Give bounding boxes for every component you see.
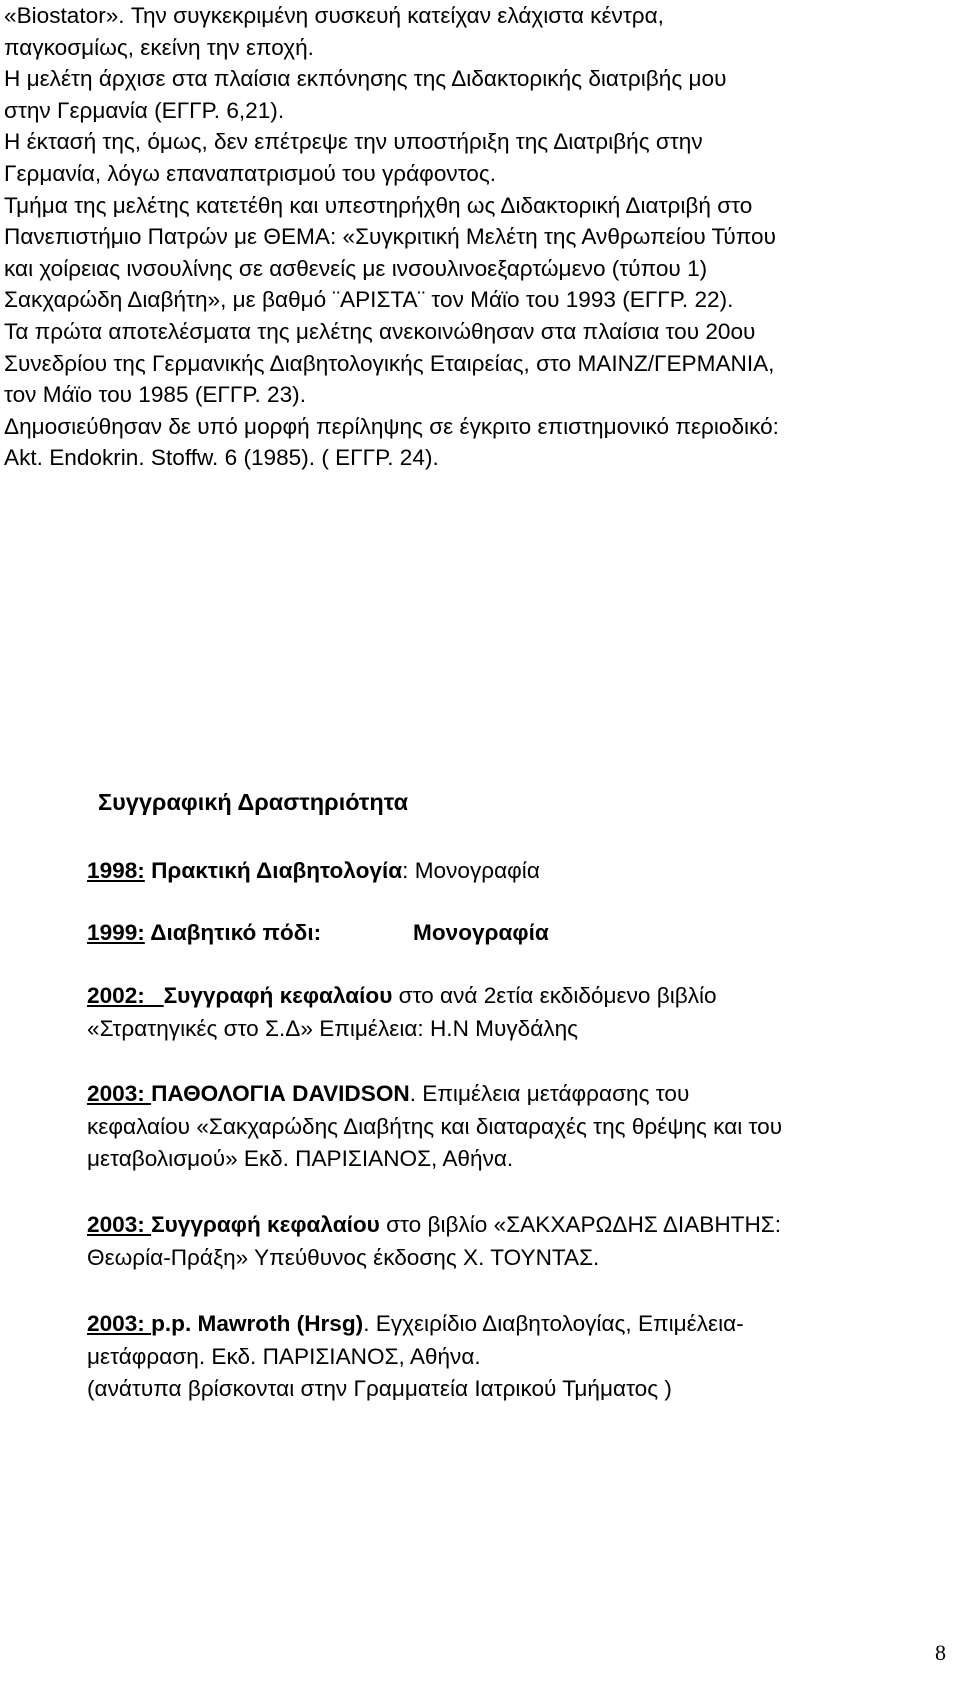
entry-title: Πρακτική Διαβητολογία bbox=[144, 858, 403, 883]
entry-text-line: «Στρατηγικές στο Σ.Δ» Επιμέλεια: Η.Ν Μυγδάλης bbox=[87, 1015, 579, 1041]
intro-line: τον Μάϊο του 1985 (ΕΓΓΡ. 23). bbox=[4, 382, 306, 408]
intro-line: παγκοσμίως, εκείνη την εποχή. bbox=[4, 34, 314, 60]
entry-title: Συγγραφή κεφαλαίου bbox=[151, 1212, 380, 1237]
entry-text: : Μονογραφία bbox=[402, 858, 540, 883]
intro-line: Η μελέτη άρχισε στα πλαίσια εκπόνησης της Διδακτορικής διατριβής μου bbox=[4, 66, 727, 92]
entry-text: στο βιβλίο «ΣΑΚΧΑΡΩΔΗΣ ΔΙΑΒΗΤΗΣ: bbox=[379, 1212, 782, 1237]
entry-year: 1998: bbox=[87, 858, 145, 883]
entry-title: Διαβητικό πόδι: bbox=[144, 920, 322, 945]
intro-line: «Biostator». Την συγκεκριμένη συσκευή κατείχαν ελάχιστα κέντρα, bbox=[4, 3, 664, 28]
entry-text-line: μετάφραση. Εκδ. ΠΑΡΙΣΙΑΝΟΣ, Αθήνα. bbox=[87, 1343, 481, 1369]
entry-2003-chapter bbox=[87, 1209, 781, 1274]
entry-year: 2003: bbox=[87, 1212, 152, 1237]
entry-year: 2002: bbox=[87, 983, 164, 1008]
intro-line: Συνεδρίου της Γερμανικής Διαβητολογικής Εταιρείας, στο ΜΑΙΝΖ/ΓΕΡΜΑΝΙΑ, bbox=[4, 350, 775, 376]
intro-paragraphs bbox=[4, 0, 954, 474]
intro-line: Δημοσιεύθησαν δε υπό μορφή περίληψης σε έγκριτο επιστημονικό περιοδικό: bbox=[4, 413, 779, 439]
intro-line: Akt. Endokrin. Stoffw. 6 (1985). ( ΕΓΓΡ. 24). bbox=[4, 445, 439, 471]
entry-2003-mawroth bbox=[87, 1308, 744, 1406]
entry-text: . Επιμέλεια μετάφρασης του bbox=[409, 1081, 690, 1106]
entry-2003-davidson bbox=[87, 1078, 782, 1176]
entry-text-line: κεφαλαίου «Σακχαρώδης Διαβήτης και διαταραχές της θρέψης και του bbox=[87, 1113, 783, 1139]
section-heading: Συγγραφική Δραστηριότητα bbox=[98, 789, 409, 815]
intro-line: Γερμανία, λόγω επαναπατρισμού του γράφοντος. bbox=[4, 160, 497, 186]
intro-line: Τμήμα της μελέτης κατετέθη και υπεστηρήχθη ως Διδακτορική Διατριβή στο bbox=[4, 192, 753, 218]
entry-2002 bbox=[87, 980, 717, 1045]
entry-1998 bbox=[87, 855, 540, 888]
intro-line: Πανεπιστήμιο Πατρών με ΘΕΜΑ: «Συγκριτική Μελέτη της Ανθρωπείου Τύπου bbox=[4, 224, 776, 250]
entry-year: 2003: bbox=[87, 1311, 152, 1336]
page-number: 8 bbox=[935, 1640, 946, 1665]
entry-text-line: (ανάτυπα βρίσκονται στην Γραμματεία Ιατρικού Τμήματος ) bbox=[87, 1376, 672, 1401]
entry-text: στο ανά 2ετία εκδιδόμενο βιβλίο bbox=[392, 983, 717, 1008]
entry-text-line: μεταβολισμού» Εκδ. ΠΑΡΙΣΙΑΝΟΣ, Αθήνα. bbox=[87, 1146, 514, 1171]
entry-text: . Εγχειρίδιο Διαβητολογίας, Επιμέλεια- bbox=[363, 1311, 744, 1336]
intro-line: Η έκτασή της, όμως, δεν επέτρεψε την υποστήριξη της Διατριβής στην bbox=[4, 129, 703, 155]
entry-title: Συγγραφή κεφαλαίου bbox=[163, 983, 393, 1008]
intro-line: και χοίρειας ινσουλίνης σε ασθενείς με ινσουλινοεξαρτώμενο (τύπου 1) bbox=[4, 255, 708, 281]
entry-text-line: Θεωρία-Πράξη» Υπεύθυνος έκδοσης Χ. ΤΟΥΝΤΑΣ. bbox=[87, 1244, 600, 1270]
intro-line: στην Γερμανία (ΕΓΓΡ. 6,21). bbox=[4, 97, 285, 123]
entry-title: p.p. Mawroth (Hrsg) bbox=[151, 1311, 364, 1336]
intro-line: Σακχαρώδη Διαβήτη», με βαθμό ¨ΑΡΙΣΤΑ¨ τον Μάϊο του 1993 (ΕΓΓΡ. 22). bbox=[4, 287, 734, 313]
entry-1999 bbox=[87, 917, 549, 950]
entry-text: Μονογραφία bbox=[413, 920, 549, 945]
intro-line: Τα πρώτα αποτελέσματα της μελέτης ανεκοινώθησαν στα πλαίσια του 20ου bbox=[4, 318, 756, 344]
entry-year: 1999: bbox=[87, 920, 145, 945]
entry-title: ΠΑΘΟΛΟΓΙΑ DAVIDSON bbox=[151, 1081, 410, 1106]
entry-year: 2003: bbox=[87, 1081, 152, 1106]
